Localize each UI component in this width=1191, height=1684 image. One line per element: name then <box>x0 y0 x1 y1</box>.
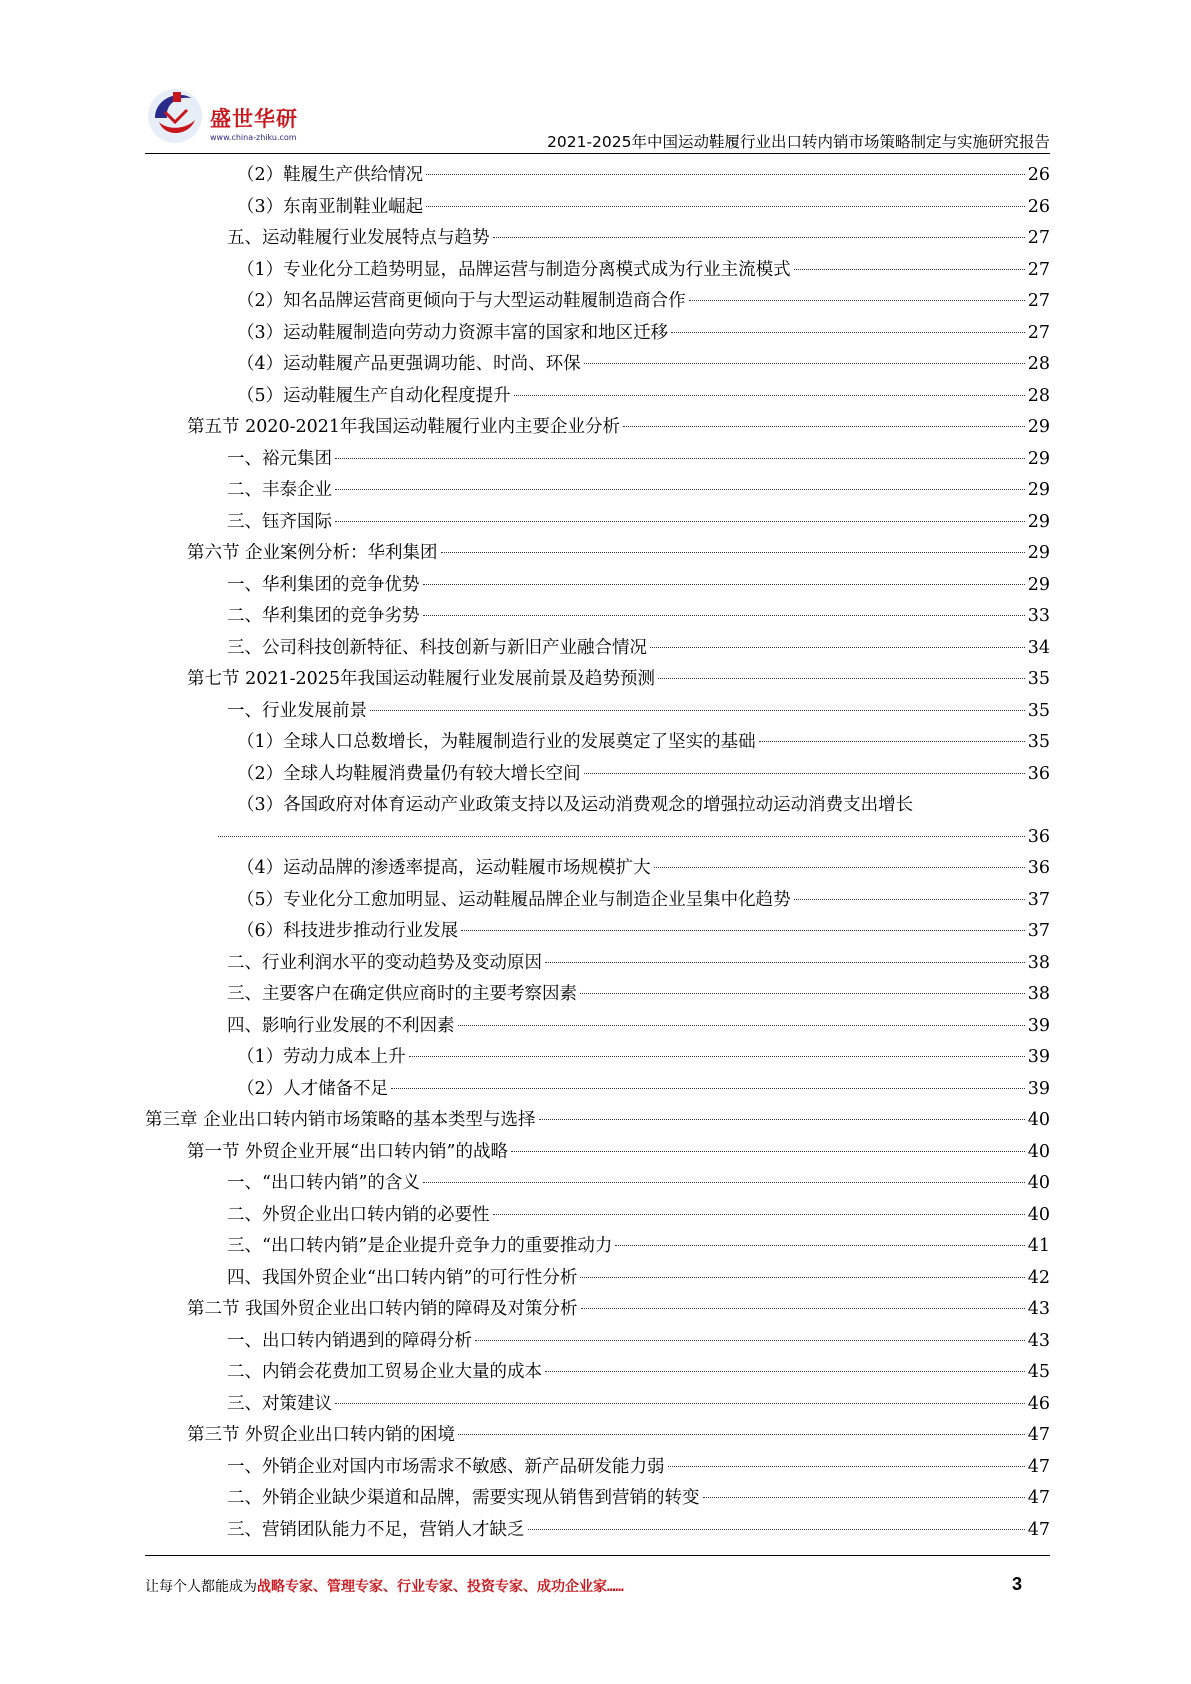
toc-entry-label: 二、行业利润水平的变动趋势及变动原因 <box>227 952 542 973</box>
toc-entry-label: 第六节 企业案例分析：华利集团 <box>187 543 438 563</box>
toc-page-number: 40 <box>1027 1173 1050 1193</box>
header-divider <box>145 153 1050 154</box>
toc-entry-label: 二、外销企业缺少渠道和品牌，需要实现从销售到营销的转变 <box>227 1488 700 1508</box>
footer-lead: 让每个人都能成为 <box>145 1579 257 1595</box>
toc-leader-dots <box>426 173 1025 175</box>
toc-leader-dots <box>335 457 1025 459</box>
toc-entry-label: 五、运动鞋履行业发展特点与趋势 <box>227 228 490 248</box>
toc-entry-label: （2）全球人均鞋履消费量仍有较大增长空间 <box>237 763 581 784</box>
toc-entry-label: （1）劳动力成本上升 <box>237 1047 406 1067</box>
toc-page-number: 34 <box>1027 637 1050 658</box>
toc-leader-dots <box>584 362 1025 364</box>
toc-entry[interactable] <box>145 727 1050 759</box>
toc-entry-label: 第三节 外贸企业出口转内销的困境 <box>187 1425 456 1445</box>
toc-page-number: 27 <box>1027 322 1050 343</box>
toc-entry[interactable] <box>145 1011 1050 1043</box>
toc-entry[interactable] <box>145 255 1050 287</box>
toc-leader-dots <box>623 425 1025 427</box>
toc-entry[interactable] <box>145 349 1050 381</box>
toc-page-number: 43 <box>1027 1330 1050 1351</box>
toc-entry-label: （1）全球人口总数增长，为鞋履制造行业的发展奠定了坚实的基础 <box>237 732 756 752</box>
toc-entry-label: 三、钰齐国际 <box>227 511 332 532</box>
toc-leader-dots <box>545 1370 1025 1372</box>
toc-entry-label: 一、出口转内销遇到的障碍分析 <box>227 1330 472 1351</box>
toc-leader-dots <box>580 1276 1024 1278</box>
toc-entry[interactable] <box>145 381 1050 413</box>
toc-entry-label: 一、“出口转内销”的含义 <box>227 1173 420 1193</box>
toc-entry-continuation[interactable] <box>145 822 1050 854</box>
toc-entry[interactable] <box>145 759 1050 791</box>
logo-url: www.china-zhiku.com <box>210 133 297 142</box>
toc-page-number: 42 <box>1027 1267 1050 1288</box>
toc-page-number: 26 <box>1027 165 1050 185</box>
toc-page-number: 36 <box>1027 763 1050 784</box>
toc-entry[interactable] <box>145 1105 1050 1137</box>
toc-entry-label: （6）科技进步推动行业发展 <box>237 921 459 941</box>
toc-leader-dots <box>703 1496 1025 1498</box>
toc-entry-label: （4）运动鞋履产品更强调功能、时尚、环保 <box>237 354 581 374</box>
toc-page-number: 46 <box>1027 1393 1050 1414</box>
toc-entry[interactable] <box>145 160 1050 192</box>
toc-entry[interactable] <box>145 1263 1050 1295</box>
toc-entry-label: 第二节 我国外贸企业出口转内销的障碍及对策分析 <box>187 1299 578 1319</box>
toc-page-number: 39 <box>1027 1047 1050 1067</box>
toc-entry[interactable] <box>145 1420 1050 1452</box>
toc-leader-dots <box>458 1024 1025 1026</box>
toc-leader-dots <box>528 1528 1025 1530</box>
toc-entry-label: （2）人才储备不足 <box>237 1078 389 1099</box>
toc-page-number: 26 <box>1027 196 1050 217</box>
page-number: 3 <box>1011 1574 1022 1594</box>
toc-entry-label: 第一节 外贸企业开展“出口转内销”的战略 <box>187 1141 508 1162</box>
toc-leader-dots <box>539 1118 1025 1120</box>
toc-leader-dots <box>658 677 1025 679</box>
toc-entry[interactable] <box>145 192 1050 224</box>
toc-entry-label: （2）鞋履生产供给情况 <box>237 165 424 185</box>
footer-highlight: 战略专家、管理专家、行业专家、投资专家、成功企业家…… <box>257 1579 624 1595</box>
report-title: 2021-2025年中国运动鞋履行业出口转内销市场策略制定与实施研究报告 <box>547 133 1050 151</box>
toc-entry[interactable] <box>145 1357 1050 1389</box>
toc-entry[interactable] <box>145 1326 1050 1358</box>
toc-page-number: 45 <box>1027 1362 1050 1382</box>
toc-leader-dots <box>475 1339 1025 1341</box>
toc-entry-label: 三、“出口转内销”是企业提升竞争力的重要推动力 <box>227 1236 613 1256</box>
toc-page-number: 27 <box>1027 259 1050 280</box>
toc-entry[interactable] <box>145 853 1050 885</box>
toc-page-number: 37 <box>1027 889 1050 910</box>
toc-entry-label: 二、华利集团的竞争劣势 <box>227 606 420 626</box>
toc-leader-dots <box>493 236 1025 238</box>
toc-page-number: 29 <box>1027 574 1050 595</box>
toc-entry[interactable] <box>145 790 1050 822</box>
toc-leader-dots <box>668 1465 1025 1467</box>
table-of-contents <box>145 160 1050 1546</box>
toc-page-number: 27 <box>1027 291 1050 311</box>
toc-leader-dots <box>409 1055 1025 1057</box>
toc-page-number: 35 <box>1027 669 1050 689</box>
toc-entry[interactable] <box>145 885 1050 917</box>
toc-entry-label: （1）专业化分工趋势明显，品牌运营与制造分离模式成为行业主流模式 <box>237 259 791 280</box>
toc-entry[interactable] <box>145 507 1050 539</box>
toc-entry-label: 一、外销企业对国内市场需求不敏感、新产品研发能力弱 <box>227 1456 665 1477</box>
toc-page-number: 36 <box>1027 858 1050 878</box>
toc-leader-dots <box>423 1181 1025 1183</box>
logo-name: 盛世华研 <box>210 107 298 131</box>
toc-leader-dots <box>370 709 1025 711</box>
toc-entry-label: 三、营销团队能力不足，营销人才缺乏 <box>227 1519 525 1540</box>
toc-entry-label: （5）运动鞋履生产自动化程度提升 <box>237 385 511 406</box>
toc-entry-label: 四、我国外贸企业“出口转内销”的可行性分析 <box>227 1267 578 1288</box>
toc-entry[interactable] <box>145 948 1050 980</box>
toc-page-number: 40 <box>1027 1141 1050 1162</box>
toc-page-number: 29 <box>1027 511 1050 532</box>
toc-entry[interactable] <box>145 916 1050 948</box>
toc-entry[interactable] <box>145 286 1050 318</box>
toc-page-number: 27 <box>1027 228 1050 248</box>
toc-leader-dots <box>391 1087 1025 1089</box>
toc-leader-dots <box>759 740 1025 742</box>
toc-entry-label: 二、内销会花费加工贸易企业大量的成本 <box>227 1362 542 1382</box>
toc-leader-dots <box>794 898 1025 900</box>
toc-entry[interactable] <box>145 1483 1050 1515</box>
toc-entry[interactable] <box>145 475 1050 507</box>
toc-leader-dots <box>584 772 1025 774</box>
toc-entry[interactable] <box>145 318 1050 350</box>
toc-page-number: 40 <box>1027 1204 1050 1225</box>
page-footer <box>145 1576 1050 1598</box>
toc-entry-label: （3）运动鞋履制造向劳动力资源丰富的国家和地区迁移 <box>237 322 669 343</box>
toc-entry[interactable] <box>145 1452 1050 1484</box>
toc-leader-dots <box>671 331 1025 333</box>
toc-page-number: 33 <box>1027 606 1050 626</box>
toc-entry-label: （3）各国政府对体育运动产业政策支持以及运动消费观念的增强拉动运动消费支出增长 <box>237 795 914 815</box>
toc-page-number: 47 <box>1027 1425 1050 1445</box>
toc-page-number: 40 <box>1027 1110 1050 1130</box>
toc-entry-label: 四、影响行业发展的不利因素 <box>227 1015 455 1036</box>
toc-leader-dots <box>458 1433 1025 1435</box>
toc-entry[interactable] <box>145 1294 1050 1326</box>
toc-entry[interactable] <box>145 1074 1050 1106</box>
toc-entry[interactable] <box>145 664 1050 696</box>
toc-entry-label: （5）专业化分工愈加明显、运动鞋履品牌企业与制造企业呈集中化趋势 <box>237 889 791 910</box>
toc-leader-dots <box>218 835 1025 837</box>
toc-entry-label: 一、华利集团的竞争优势 <box>227 574 420 595</box>
toc-page-number: 29 <box>1027 417 1050 437</box>
toc-leader-dots <box>335 1402 1025 1404</box>
toc-leader-dots <box>493 1213 1025 1215</box>
toc-leader-dots <box>423 614 1025 616</box>
toc-entry[interactable] <box>145 570 1050 602</box>
toc-leader-dots <box>615 1244 1024 1246</box>
toc-entry[interactable] <box>145 1515 1050 1547</box>
toc-page-number: 47 <box>1027 1519 1050 1540</box>
logo-emblem-icon <box>145 86 207 148</box>
toc-page-number: 29 <box>1027 480 1050 500</box>
toc-entry-label: 一、裕元集团 <box>227 448 332 469</box>
toc-leader-dots <box>689 299 1025 301</box>
toc-entry[interactable] <box>145 1200 1050 1232</box>
toc-leader-dots <box>794 268 1025 270</box>
toc-page-number: 28 <box>1027 385 1050 406</box>
toc-entry[interactable] <box>145 1231 1050 1263</box>
toc-entry[interactable] <box>145 444 1050 476</box>
toc-page-number: 29 <box>1027 543 1050 563</box>
toc-entry[interactable] <box>145 538 1050 570</box>
toc-page-number: 28 <box>1027 354 1050 374</box>
toc-page-number: 41 <box>1027 1236 1050 1256</box>
toc-entry-label: 第五节 2020-2021年我国运动鞋履行业内主要企业分析 <box>187 417 621 437</box>
toc-leader-dots <box>461 929 1025 931</box>
toc-page-number: 47 <box>1027 1488 1050 1508</box>
toc-leader-dots <box>423 583 1025 585</box>
toc-entry[interactable] <box>145 1389 1050 1421</box>
toc-entry-label: 三、主要客户在确定供应商时的主要考察因素 <box>227 984 577 1004</box>
toc-entry[interactable] <box>145 1168 1050 1200</box>
toc-leader-dots <box>545 961 1025 963</box>
toc-page-number: 36 <box>1027 826 1050 847</box>
toc-entry[interactable] <box>145 1137 1050 1169</box>
toc-leader-dots <box>650 646 1025 648</box>
toc-page-number: 38 <box>1027 984 1050 1004</box>
toc-leader-dots <box>441 551 1025 553</box>
toc-entry-label: 三、对策建议 <box>227 1393 332 1414</box>
toc-leader-dots <box>335 488 1025 490</box>
toc-entry[interactable] <box>145 696 1050 728</box>
toc-entry-label: （3）东南亚制鞋业崛起 <box>237 196 424 217</box>
toc-entry[interactable] <box>145 979 1050 1011</box>
toc-leader-dots <box>426 205 1025 207</box>
toc-entry-label: 第三章 企业出口转内销市场策略的基本类型与选择 <box>145 1110 536 1130</box>
toc-leader-dots <box>335 520 1025 522</box>
toc-entry-label: 三、公司科技创新特征、科技创新与新旧产业融合情况 <box>227 637 647 658</box>
toc-entry-label: 一、行业发展前景 <box>227 700 367 721</box>
toc-page-number: 35 <box>1027 700 1050 721</box>
toc-page-number: 39 <box>1027 1078 1050 1099</box>
toc-page-number: 29 <box>1027 448 1050 469</box>
toc-entry-label: （2）知名品牌运营商更倾向于与大型运动鞋履制造商合作 <box>237 291 686 311</box>
toc-page-number: 35 <box>1027 732 1050 752</box>
company-logo <box>145 86 345 156</box>
toc-leader-dots <box>581 1307 1025 1309</box>
toc-entry-label: 二、外贸企业出口转内销的必要性 <box>227 1204 490 1225</box>
toc-page-number: 47 <box>1027 1456 1050 1477</box>
toc-entry[interactable] <box>145 1042 1050 1074</box>
toc-entry-label: （4）运动品牌的渗透率提高，运动鞋履市场规模扩大 <box>237 858 651 878</box>
toc-entry[interactable] <box>145 601 1050 633</box>
toc-leader-dots <box>514 394 1025 396</box>
toc-entry-label: 二、丰泰企业 <box>227 480 332 500</box>
footer-divider <box>145 1555 1050 1556</box>
toc-leader-dots <box>511 1150 1025 1152</box>
toc-entry[interactable] <box>145 633 1050 665</box>
toc-entry-label: 第七节 2021-2025年我国运动鞋履行业发展前景及趋势预测 <box>187 669 656 689</box>
toc-entry[interactable] <box>145 223 1050 255</box>
toc-leader-dots <box>580 992 1025 994</box>
toc-entry[interactable] <box>145 412 1050 444</box>
toc-leader-dots <box>654 866 1025 868</box>
toc-page-number: 37 <box>1027 921 1050 941</box>
toc-page-number: 38 <box>1027 952 1050 973</box>
toc-page-number: 43 <box>1027 1299 1050 1319</box>
toc-page-number: 39 <box>1027 1015 1050 1036</box>
